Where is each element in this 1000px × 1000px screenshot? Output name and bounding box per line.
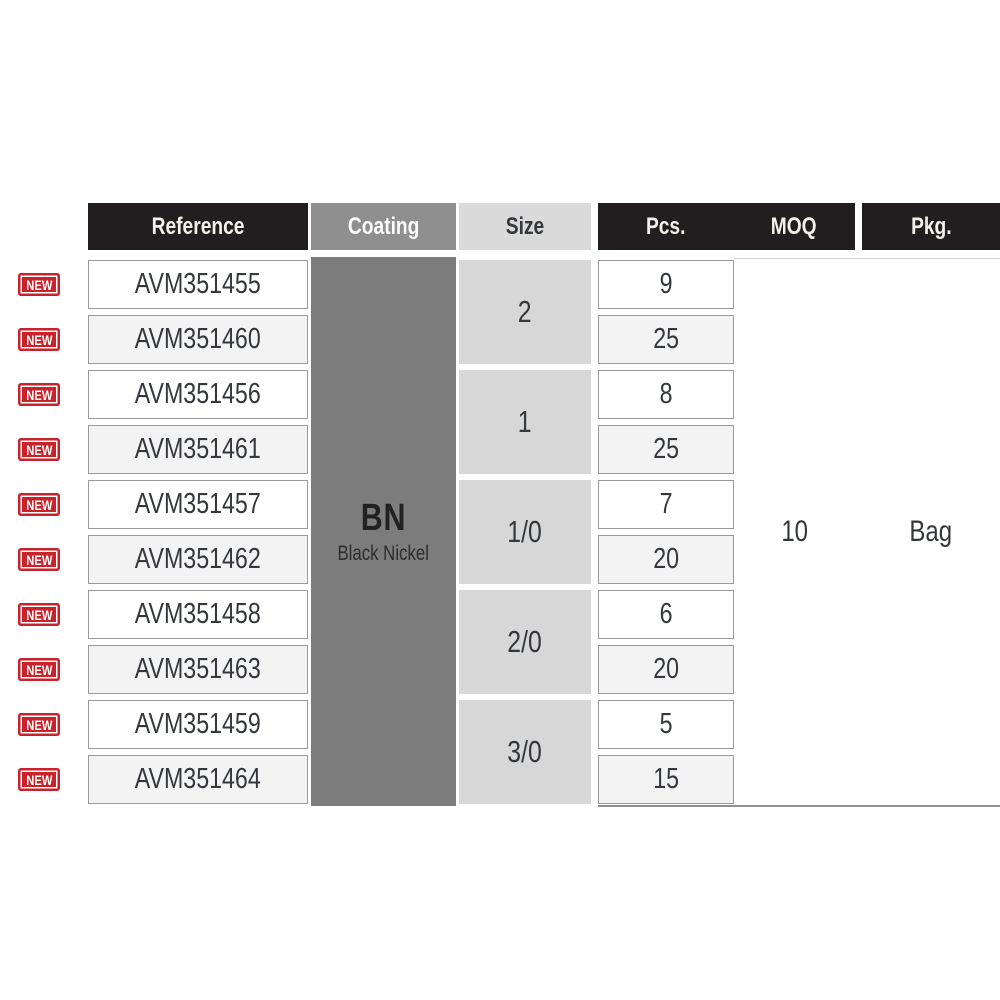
reference-value: AVM351459 <box>135 708 261 740</box>
size-value: 2/0 <box>507 624 543 659</box>
new-badge <box>18 438 60 461</box>
pcs-cell <box>598 755 734 804</box>
new-badge-label: NEW <box>25 331 53 348</box>
size-cell <box>459 700 591 804</box>
reference-value: AVM351455 <box>135 268 261 300</box>
size-value: 1 <box>518 404 532 439</box>
pcs-cell <box>598 645 734 694</box>
pcs-cell <box>598 315 734 364</box>
table-top-rule <box>734 258 1000 259</box>
pcs-value: 7 <box>659 488 673 520</box>
reference-value: AVM351458 <box>135 598 261 630</box>
column-header-coating <box>311 203 456 250</box>
pcs-cell <box>598 480 734 529</box>
size-cell <box>459 370 591 474</box>
coating-code: BN <box>360 497 407 539</box>
pcs-value: 20 <box>653 653 679 685</box>
new-badge <box>18 658 60 681</box>
reference-cell <box>88 645 308 694</box>
column-header-size <box>459 203 591 250</box>
new-badge <box>18 273 60 296</box>
reference-cell <box>88 590 308 639</box>
coating-name: Black Nickel <box>337 542 430 565</box>
size-value: 3/0 <box>507 734 543 769</box>
reference-cell <box>88 700 308 749</box>
new-badge <box>18 713 60 736</box>
pcs-value: 25 <box>653 323 679 355</box>
column-header-coating-label: Coating <box>347 212 420 240</box>
reference-cell <box>88 425 308 474</box>
pcs-value: 8 <box>659 378 673 410</box>
column-header-reference-label: Reference <box>151 212 245 240</box>
new-badge-label: NEW <box>25 386 53 403</box>
new-badge-label: NEW <box>25 716 53 733</box>
reference-value: AVM351464 <box>135 763 261 795</box>
size-cell <box>459 480 591 584</box>
column-header-pcs <box>598 213 733 241</box>
new-badge <box>18 328 60 351</box>
new-badge-label: NEW <box>25 551 53 568</box>
new-badge <box>18 383 60 406</box>
pcs-cell <box>598 370 734 419</box>
reference-value: AVM351457 <box>135 488 261 520</box>
new-badge-label: NEW <box>25 661 53 678</box>
reference-cell <box>88 260 308 309</box>
table-bottom-rule <box>598 805 1000 807</box>
reference-cell <box>88 480 308 529</box>
pcs-cell <box>598 700 734 749</box>
pcs-cell <box>598 260 734 309</box>
column-header-moq <box>733 213 855 241</box>
column-header-reference <box>88 203 308 250</box>
size-cell <box>459 590 591 694</box>
pcs-cell <box>598 590 734 639</box>
column-header-pcs-moq <box>598 203 855 250</box>
new-badge-label: NEW <box>25 496 53 513</box>
column-header-pkg <box>862 203 1000 250</box>
pkg-value: Bag <box>909 514 953 548</box>
column-header-size-label: Size <box>505 212 545 240</box>
reference-cell <box>88 370 308 419</box>
new-badge-label: NEW <box>25 606 53 623</box>
reference-value: AVM351456 <box>135 378 261 410</box>
size-value: 1/0 <box>507 514 543 549</box>
new-badge <box>18 768 60 791</box>
reference-value: AVM351463 <box>135 653 261 685</box>
new-badge <box>18 548 60 571</box>
reference-value: AVM351462 <box>135 543 261 575</box>
reference-value: AVM351461 <box>135 433 261 465</box>
reference-value: AVM351460 <box>135 323 261 355</box>
reference-cell <box>88 755 308 804</box>
pcs-value: 9 <box>659 268 673 300</box>
column-header-pkg-label: Pkg. <box>910 212 952 240</box>
moq-value: 10 <box>781 514 808 548</box>
pkg-merged-cell <box>862 257 1000 806</box>
new-badge-label: NEW <box>25 276 53 293</box>
column-header-pcs-label: Pcs. <box>645 212 686 240</box>
column-header-moq-label: MOQ <box>771 212 817 240</box>
pcs-value: 20 <box>653 543 679 575</box>
pcs-value: 6 <box>659 598 673 630</box>
pcs-value: 5 <box>659 708 673 740</box>
pcs-value: 15 <box>653 763 679 795</box>
new-badge-label: NEW <box>25 771 53 788</box>
new-badge-label: NEW <box>25 441 53 458</box>
pcs-value: 25 <box>653 433 679 465</box>
coating-merged-cell <box>311 257 456 806</box>
new-badge <box>18 493 60 516</box>
reference-cell <box>88 535 308 584</box>
size-value: 2 <box>518 294 532 329</box>
pcs-cell <box>598 425 734 474</box>
pcs-cell <box>598 535 734 584</box>
moq-merged-cell <box>734 257 855 806</box>
new-badge <box>18 603 60 626</box>
size-cell <box>459 260 591 364</box>
reference-cell <box>88 315 308 364</box>
